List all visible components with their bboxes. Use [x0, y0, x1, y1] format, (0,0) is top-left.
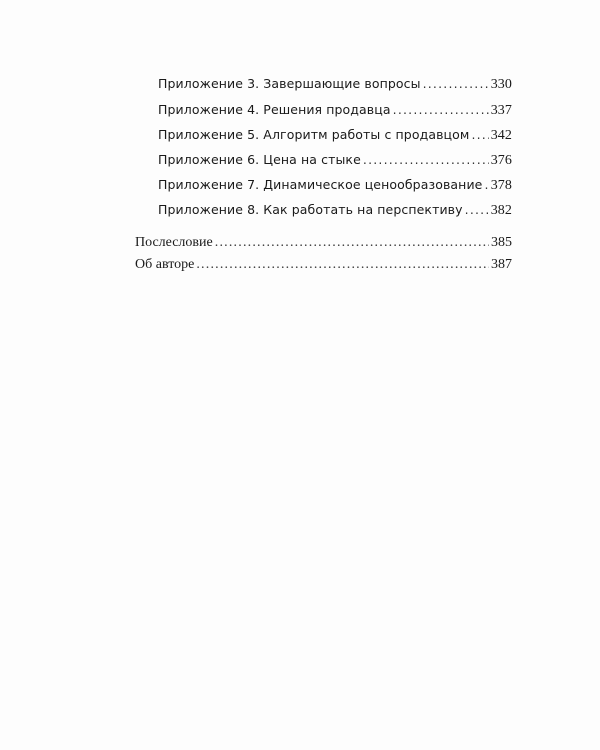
toc-entry-about-author: [135, 257, 512, 273]
toc-entry-appendix-8: [158, 202, 512, 219]
toc-entry-appendix-4: [158, 102, 512, 119]
toc-entry-page: 330: [490, 77, 512, 92]
toc-entry-title: Приложение 6. Цена на стыке: [158, 152, 361, 167]
toc-entry-title: Приложение 5. Алгоритм работы с продавцом: [158, 127, 470, 142]
toc-entry-title: Послесловие: [135, 235, 213, 250]
toc-entry-appendix-3: [158, 76, 512, 93]
toc-entry-afterword: [135, 235, 512, 251]
dot-leader: [423, 76, 489, 91]
toc-entry-title: Приложение 3. Завершающие вопросы: [158, 76, 421, 91]
toc-entry-page: 342: [490, 128, 512, 143]
toc-entry-page: 337: [490, 103, 512, 118]
dot-leader: [484, 177, 488, 192]
dot-leader: [215, 235, 489, 251]
dot-leader: [196, 257, 489, 273]
toc-entry-title: Об авторе: [135, 257, 195, 272]
toc-entry-appendix-6: [158, 152, 512, 169]
toc-entry-page: 387: [491, 257, 512, 272]
dot-leader: [465, 202, 489, 217]
toc-entry-appendix-7: [158, 177, 512, 194]
dot-leader: [471, 127, 488, 142]
toc-entry-page: 382: [490, 203, 512, 218]
dot-leader: [393, 102, 489, 117]
toc-entry-title: Приложение 7. Динамическое ценообразование: [158, 177, 483, 192]
toc-entry-title: Приложение 8. Как работать на перспективу: [158, 202, 463, 217]
toc-entry-title: Приложение 4. Решения продавца: [158, 102, 391, 117]
toc-entry-page: 376: [490, 153, 512, 168]
dot-leader: [363, 152, 489, 167]
toc-entry-appendix-5: [158, 127, 512, 144]
toc-entry-page: 385: [491, 235, 512, 250]
toc-entry-page: 378: [490, 178, 512, 193]
